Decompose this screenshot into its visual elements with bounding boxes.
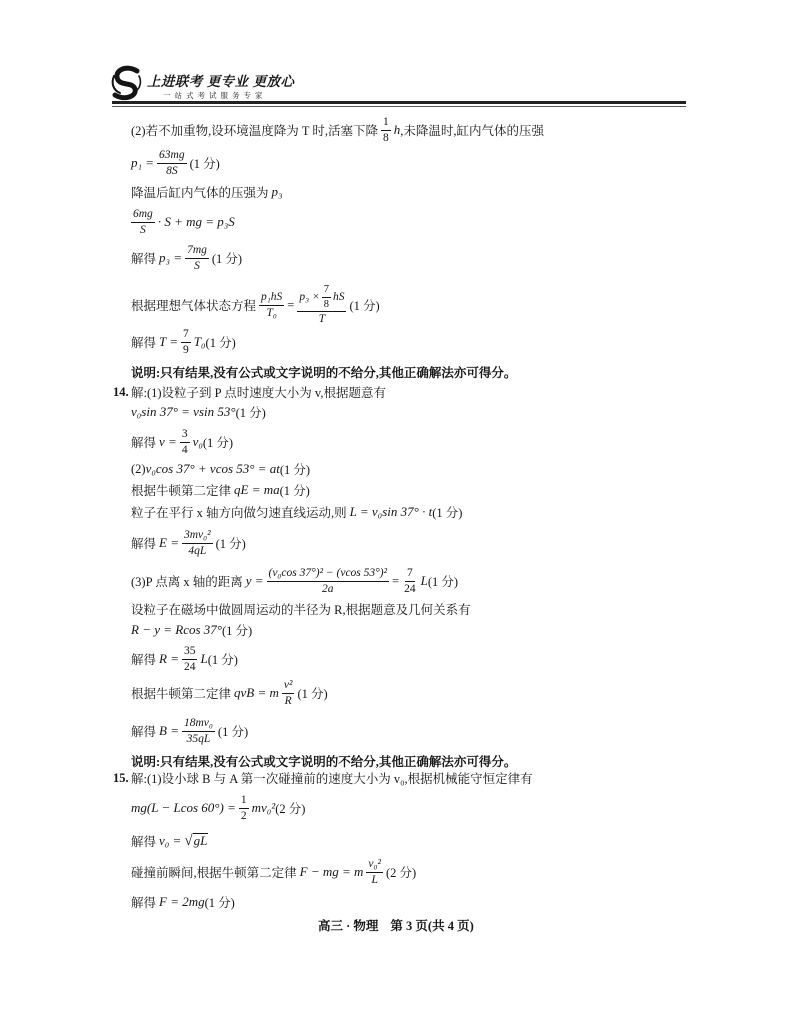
solution-line xyxy=(131,202,235,242)
score-mark: (1 分) xyxy=(207,653,238,667)
equals-sign: = xyxy=(392,573,400,588)
line-text: 解得 xyxy=(131,252,157,266)
fraction-numerator: 18mv₀ xyxy=(182,717,215,732)
fraction-numerator: 63mg xyxy=(157,149,187,164)
grading-note-text: 说明:只有结果,没有公式或文字说明的不给分,其他正确解法亦可得分。 xyxy=(131,755,517,769)
page-footer xyxy=(318,905,474,945)
fraction-denominator: 8S xyxy=(166,164,178,177)
fraction-denominator: 2 xyxy=(240,809,247,822)
line-text: 根据牛顿第二定律 xyxy=(131,687,232,701)
question-number: 15. xyxy=(113,770,129,785)
fraction xyxy=(366,858,383,887)
score-mark: (1 分) xyxy=(427,575,459,589)
math-expression: p₁ = xyxy=(131,155,155,170)
solution-line xyxy=(131,285,380,325)
score-mark: (1 分) xyxy=(221,624,253,638)
line-text: 解:(1)设粒子到 P 点时速度大小为 v,根据题意有 xyxy=(131,386,386,400)
score-mark: (1 分) xyxy=(235,406,266,420)
line-text: 解:(1)设小球 B 与 A 第一次碰撞前的速度大小为 v₀,根据机械能守恒定律有 xyxy=(131,772,533,786)
math-expression: B = xyxy=(159,723,179,738)
math-expression: p₃ × xyxy=(299,290,320,303)
line-text: 解得 xyxy=(131,896,157,910)
header-rule xyxy=(112,101,686,104)
fraction xyxy=(182,645,198,674)
fraction xyxy=(259,291,284,320)
fraction-numerator: 1 xyxy=(381,116,391,131)
line-text: 解得 xyxy=(131,336,157,350)
line-text: 根据牛顿第二定律 xyxy=(131,484,232,498)
solution-line xyxy=(131,673,328,713)
fraction xyxy=(381,116,391,145)
fraction xyxy=(282,679,295,708)
math-expression: R − y = Rcos 37° xyxy=(131,622,222,637)
math-expression: T = xyxy=(159,334,179,349)
fraction-numerator: 7 xyxy=(181,328,191,343)
math-expression: mv₀² xyxy=(251,800,276,815)
math-expression: mg(L − Lcos 60°) = xyxy=(131,800,236,815)
fraction-numerator: v² xyxy=(282,679,295,694)
fraction-denominator: 9 xyxy=(183,343,189,356)
math-expression: v₀ xyxy=(192,434,203,449)
score-mark: (1 分) xyxy=(349,299,380,313)
fraction-denominator: 8 xyxy=(383,131,389,144)
score-mark: (1 分) xyxy=(217,725,249,739)
footer-page-number: 第 3 页(共 4 页) xyxy=(390,919,474,933)
fraction-numerator: 7 xyxy=(322,284,331,298)
math-expression: L xyxy=(420,573,428,588)
line-text: 解得 xyxy=(131,537,157,551)
swirl-logo-icon xyxy=(110,64,144,102)
solution-line xyxy=(131,238,242,278)
math-expression: v = xyxy=(159,434,177,449)
math-expression: hS xyxy=(332,290,345,303)
radicand: gL xyxy=(193,833,208,849)
line-text: 解得 xyxy=(131,725,157,739)
math-expression: · S + mg = p₃S xyxy=(157,214,235,229)
math-expression: T₀ xyxy=(193,334,206,349)
math-expression: v₀sin 37° = vsin 53° xyxy=(131,404,236,419)
math-expression: qvB = m xyxy=(234,685,279,700)
fraction xyxy=(131,208,155,237)
line-text: 降温后缸内气体的压强为 xyxy=(131,186,269,200)
score-mark: (1 分) xyxy=(204,896,235,910)
fraction xyxy=(182,529,213,558)
score-mark: (1 分) xyxy=(202,436,234,450)
question-number: 14. xyxy=(113,384,129,399)
fraction-denominator: S xyxy=(194,259,200,272)
math-expression: v₀ = xyxy=(159,833,182,848)
score-mark: (1 分) xyxy=(205,336,236,350)
math-expression: p₃ xyxy=(271,184,283,199)
line-text: (2)若不加重物,设环境温度降为 T 时,活塞下降 xyxy=(131,124,378,138)
fraction-denominator: R xyxy=(284,694,292,707)
score-mark: (1 分) xyxy=(211,252,243,266)
fraction-numerator: 3mv₀² xyxy=(182,529,213,544)
math-expression: p₃ = xyxy=(159,250,183,265)
score-mark: (1 分) xyxy=(215,537,246,551)
header-rule-thin xyxy=(112,106,686,107)
fraction-denominator: 2a xyxy=(322,582,334,595)
score-mark: (1 分) xyxy=(279,484,310,498)
fraction-denominator: T₀ xyxy=(266,306,277,319)
fraction-numerator: 3 xyxy=(180,428,190,443)
fraction-denominator: S xyxy=(140,223,146,236)
fraction-numerator: v₀² xyxy=(366,858,383,873)
line-text: (3)P 点离 x 轴的距离 xyxy=(131,575,243,589)
fraction-denominator: 24 xyxy=(183,660,196,673)
footer-subject: 高三 · 物理 xyxy=(318,919,379,933)
math-expression: F − mg = m xyxy=(299,864,364,879)
math-expression: L = v₀sin 37° · t xyxy=(349,504,433,519)
math-expression: R = xyxy=(159,651,179,666)
math-expression: v₀cos 37° + vcos 53° = at xyxy=(145,461,280,476)
fraction-numerator: 6mg xyxy=(131,208,155,223)
fraction-numerator: (v₀cos 37°)² − (vcos 53°)² xyxy=(267,567,390,582)
score-mark: (2 分) xyxy=(275,802,306,816)
fraction-numerator: 1 xyxy=(239,794,249,809)
brand-name: 上进联考 更专业 更放心 xyxy=(147,74,295,89)
fraction-denominator: T xyxy=(318,313,326,326)
math-expression: L xyxy=(200,651,208,666)
fraction xyxy=(297,284,346,326)
square-root xyxy=(184,833,208,848)
solution-line xyxy=(131,523,246,563)
fraction xyxy=(239,794,249,823)
fraction-numerator: 7mg xyxy=(185,244,209,259)
fraction-denominator: 8 xyxy=(323,298,329,310)
fraction-numerator: 7 xyxy=(405,567,415,582)
solution-line xyxy=(131,882,235,922)
line-text: 设粒子在磁场中做圆周运动的半径为 R,根据题意及几何关系有 xyxy=(131,603,471,617)
math-expression: E = xyxy=(159,535,179,550)
fraction-denominator: 24 xyxy=(404,582,416,595)
line-text: 粒子在平行 x 轴方向做匀速直线运动,则 xyxy=(131,506,347,520)
score-mark: (1 分) xyxy=(432,506,463,520)
math-expression: qE = ma xyxy=(234,482,280,497)
fraction xyxy=(185,244,209,273)
fraction-denominator: 35qL xyxy=(186,732,211,745)
fraction-numerator: 35 xyxy=(182,645,198,660)
line-text: (2) xyxy=(131,461,146,476)
grading-note-text: 说明:只有结果,没有公式或文字说明的不给分,其他正确解法亦可得分。 xyxy=(131,366,517,380)
line-text: 解得 xyxy=(131,653,157,667)
fraction-numerator: p₁hS xyxy=(259,291,284,306)
fraction-denominator: 4qL xyxy=(188,544,207,557)
math-expression: F = 2mg xyxy=(159,894,205,909)
line-text: 碰撞前瞬间,根据牛顿第二定律 xyxy=(131,866,297,880)
line-text: 解得 xyxy=(131,436,157,450)
fraction-denominator: 4 xyxy=(181,443,188,456)
fraction-denominator: L xyxy=(371,873,378,886)
fraction xyxy=(322,284,331,311)
radical-sign: √ xyxy=(184,832,193,849)
math-expression: y = xyxy=(245,573,264,588)
line-text: 根据理想气体状态方程 xyxy=(131,299,257,313)
equals-sign: = xyxy=(287,297,295,312)
score-mark: (2 分) xyxy=(385,866,417,880)
fraction-numerator xyxy=(297,284,346,313)
line-text: ,未降温时,缸内气体的压强 xyxy=(400,124,545,138)
score-mark: (1 分) xyxy=(297,687,328,701)
brand-tagline: 一站式考试服务专家 xyxy=(163,91,267,100)
math-expression: h xyxy=(393,122,401,137)
score-mark: (1 分) xyxy=(189,157,220,171)
line-text: 解得 xyxy=(131,835,157,849)
score-mark: (1 分) xyxy=(279,463,311,477)
